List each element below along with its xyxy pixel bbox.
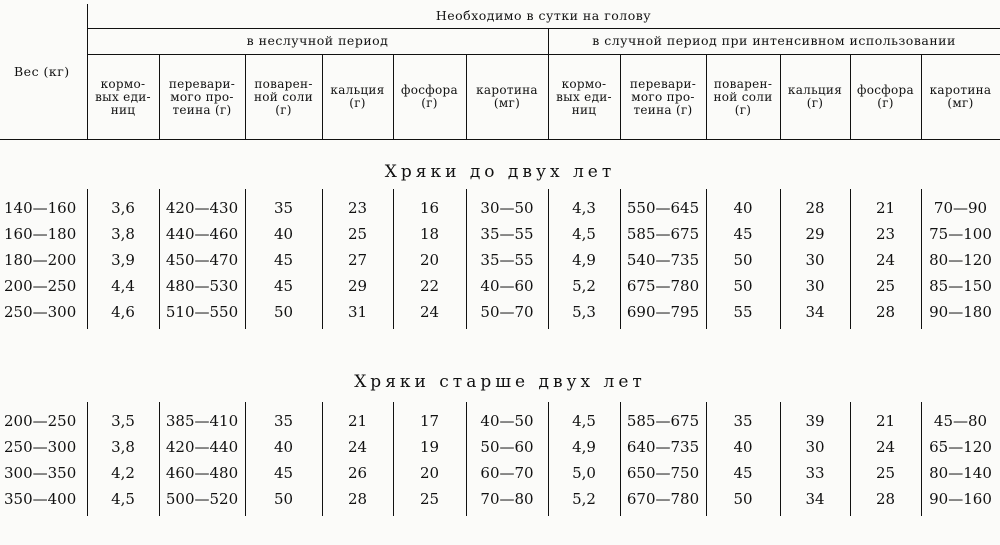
column-header: [620, 78, 706, 117]
value-cell: 80—140: [929, 464, 992, 482]
value-cell: 35: [733, 412, 753, 430]
weight-cell: 200—250: [4, 412, 77, 430]
column-header-line: перевари-: [629, 76, 697, 91]
column-header-line: кальция: [330, 83, 385, 97]
column-header-line: (г): [734, 102, 752, 117]
value-cell: 3,5: [111, 412, 135, 430]
table-row: [0, 299, 1000, 325]
value-cell: 550—645: [626, 199, 700, 217]
value-cell: 4,3: [572, 199, 596, 217]
column-header: [159, 78, 245, 117]
value-cell: 80—120: [929, 251, 992, 269]
table-row: [0, 195, 1000, 221]
value-cell: 33: [805, 464, 825, 482]
table-row: [0, 221, 1000, 247]
value-cell: 28: [875, 303, 896, 321]
value-cell: 4,5: [111, 490, 135, 508]
value-cell: 4,5: [572, 412, 596, 430]
value-cell: 40: [273, 438, 294, 456]
value-cell: 40—60: [480, 277, 534, 295]
column-header-line: ниц: [571, 102, 597, 117]
value-cell: 28: [805, 199, 825, 217]
column-header-line: каротина: [476, 83, 538, 97]
value-cell: 50—70: [480, 303, 534, 321]
column-header-line: (г): [421, 96, 438, 110]
value-cell: 450—470: [165, 251, 239, 269]
value-cell: 5,2: [572, 490, 596, 508]
column-header-line: (г): [349, 96, 366, 110]
column-header: [245, 78, 322, 117]
value-cell: 35: [273, 412, 294, 430]
column-header-line: поварен-: [713, 76, 773, 91]
value-cell: 460—480: [165, 464, 239, 482]
value-cell: 690—795: [626, 303, 700, 321]
column-header: [466, 84, 548, 110]
value-cell: 640—735: [626, 438, 700, 456]
column-header: [87, 78, 159, 117]
table-row: [0, 273, 1000, 299]
value-cell: 21: [875, 412, 896, 430]
value-cell: 675—780: [626, 277, 700, 295]
value-cell: 21: [875, 199, 896, 217]
column-header: [322, 84, 393, 110]
value-cell: 480—530: [165, 277, 239, 295]
value-cell: 5,0: [572, 464, 596, 482]
column-header-line: ной соли: [253, 89, 313, 104]
weight-cell: 300—350: [4, 464, 77, 482]
value-cell: 29: [805, 225, 825, 243]
value-cell: 650—750: [626, 464, 700, 482]
weight-cell: 140—160: [4, 199, 77, 217]
table-row: [0, 486, 1000, 512]
column-header: [548, 78, 620, 117]
value-cell: 24: [875, 251, 896, 269]
value-cell: 500—520: [165, 490, 239, 508]
column-header-line: мого про-: [631, 89, 695, 104]
column-header-line: кальция: [787, 83, 843, 97]
value-cell: 4,6: [111, 303, 135, 321]
value-cell: 3,8: [111, 438, 135, 456]
value-cell: 3,6: [111, 199, 135, 217]
column-header: [706, 78, 780, 117]
weight-cell: 250—300: [4, 438, 77, 456]
column-header-line: (мг): [947, 96, 974, 110]
period-nonbreeding-header: в неслучной период: [246, 33, 389, 48]
value-cell: 30—50: [480, 199, 534, 217]
value-cell: 28: [347, 490, 368, 508]
value-cell: 35: [273, 199, 294, 217]
value-cell: 23: [875, 225, 896, 243]
value-cell: 3,8: [111, 225, 135, 243]
value-cell: 18: [419, 225, 440, 243]
value-cell: 5,3: [572, 303, 596, 321]
column-header-line: ниц: [110, 102, 136, 117]
value-cell: 30: [805, 251, 825, 269]
value-cell: 25: [419, 490, 440, 508]
value-cell: 45: [733, 225, 753, 243]
value-cell: 50: [733, 490, 753, 508]
value-cell: 55: [733, 303, 753, 321]
value-cell: 420—440: [165, 438, 239, 456]
weight-cell: 250—300: [4, 303, 77, 321]
value-cell: 25: [347, 225, 368, 243]
period-breeding-header: в случной период при интенсивном использовании: [592, 33, 956, 48]
value-cell: 70—90: [933, 199, 988, 217]
value-cell: 585—675: [626, 412, 700, 430]
table-row: [0, 247, 1000, 273]
weight-header: Вес (кг): [14, 64, 70, 79]
value-cell: 24: [875, 438, 896, 456]
value-cell: 4,5: [572, 225, 596, 243]
value-cell: 385—410: [165, 412, 239, 430]
table-row: [0, 434, 1000, 460]
value-cell: 50: [733, 277, 753, 295]
value-cell: 40: [273, 225, 294, 243]
column-header-line: вых еди-: [556, 89, 612, 104]
value-cell: 20: [419, 251, 440, 269]
value-cell: 34: [805, 303, 825, 321]
column-header-line: кормо-: [100, 76, 146, 91]
value-cell: 4,2: [111, 464, 135, 482]
header-bottom-rule: [0, 139, 1000, 140]
column-header: [921, 84, 1000, 110]
column-header-line: фосфора: [401, 83, 458, 97]
column-header-line: вых еди-: [95, 89, 151, 104]
column-header-line: (мг): [493, 96, 521, 110]
header-top-divider: [87, 28, 1000, 29]
value-cell: 420—430: [165, 199, 239, 217]
column-header-line: кормо-: [561, 76, 607, 91]
value-cell: 45: [273, 277, 294, 295]
value-cell: 28: [875, 490, 896, 508]
column-header-line: перевари-: [168, 76, 236, 91]
value-cell: 50: [273, 490, 294, 508]
value-cell: 30: [805, 277, 825, 295]
column-header-line: теина (г): [172, 102, 232, 117]
value-cell: 25: [875, 277, 896, 295]
column-header-line: (г): [275, 102, 292, 117]
weight-cell: 160—180: [4, 225, 77, 243]
value-cell: 31: [347, 303, 368, 321]
value-cell: 30: [805, 438, 825, 456]
column-header-line: ной соли: [713, 89, 773, 104]
column-header-line: теина (г): [633, 102, 693, 117]
value-cell: 23: [347, 199, 368, 217]
value-cell: 585—675: [626, 225, 700, 243]
value-cell: 24: [419, 303, 440, 321]
value-cell: 4,9: [572, 251, 596, 269]
value-cell: 85—150: [929, 277, 992, 295]
header-period-divider: [87, 54, 1000, 55]
table-row: [0, 408, 1000, 434]
value-cell: 17: [419, 412, 440, 430]
value-cell: 34: [805, 490, 825, 508]
value-cell: 29: [347, 277, 368, 295]
column-header-line: фосфора: [857, 83, 914, 97]
value-cell: 19: [419, 438, 440, 456]
value-cell: 540—735: [626, 251, 700, 269]
value-cell: 60—70: [480, 464, 534, 482]
value-cell: 75—100: [929, 225, 992, 243]
column-header-line: (г): [806, 96, 824, 110]
column-header-line: (г): [877, 96, 894, 110]
column-header: [780, 84, 850, 110]
value-cell: 45—80: [933, 412, 988, 430]
daily-need-header: Необходимо в сутки на голову: [435, 8, 652, 23]
value-cell: 35—55: [480, 225, 534, 243]
weight-cell: 200—250: [4, 277, 77, 295]
value-cell: 4,4: [111, 277, 135, 295]
value-cell: 35—55: [480, 251, 534, 269]
value-cell: 90—180: [929, 303, 992, 321]
value-cell: 510—550: [165, 303, 239, 321]
value-cell: 50—60: [480, 438, 534, 456]
value-cell: 5,2: [572, 277, 596, 295]
value-cell: 39: [805, 412, 825, 430]
value-cell: 3,9: [111, 251, 135, 269]
value-cell: 22: [419, 277, 440, 295]
value-cell: 90—160: [929, 490, 992, 508]
table-row: [0, 460, 1000, 486]
value-cell: 50: [733, 251, 753, 269]
value-cell: 40: [733, 199, 753, 217]
column-header: [393, 84, 466, 110]
value-cell: 16: [419, 199, 440, 217]
section-title: Хряки старше двух лет: [354, 372, 646, 392]
value-cell: 24: [347, 438, 368, 456]
value-cell: 21: [347, 412, 368, 430]
value-cell: 45: [733, 464, 753, 482]
value-cell: 440—460: [165, 225, 239, 243]
section-title: Хряки до двух лет: [384, 162, 616, 182]
value-cell: 40: [733, 438, 753, 456]
value-cell: 65—120: [929, 438, 992, 456]
column-header-line: каротина: [929, 83, 992, 97]
header-weight-divider: [87, 4, 88, 139]
column-header-line: мого про-: [170, 89, 234, 104]
value-cell: 26: [347, 464, 368, 482]
column-header: [850, 84, 921, 110]
value-cell: 70—80: [480, 490, 534, 508]
column-header-line: поварен-: [254, 76, 313, 91]
value-cell: 40—50: [480, 412, 534, 430]
weight-cell: 180—200: [4, 251, 77, 269]
value-cell: 27: [347, 251, 368, 269]
weight-cell: 350—400: [4, 490, 77, 508]
value-cell: 25: [875, 464, 896, 482]
value-cell: 45: [273, 464, 294, 482]
value-cell: 50: [273, 303, 294, 321]
value-cell: 4,9: [572, 438, 596, 456]
value-cell: 20: [419, 464, 440, 482]
value-cell: 670—780: [626, 490, 700, 508]
value-cell: 45: [273, 251, 294, 269]
